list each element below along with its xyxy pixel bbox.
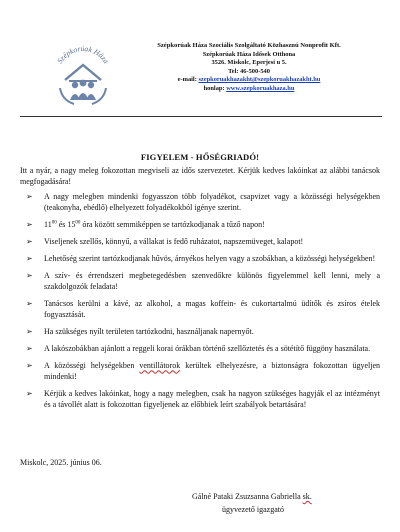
list-item: ➢ A nagy melegben mindenki fogyasszon több folyadékot, csapvizet vagy a közösségi helységekben (teakonyha, ebédlő) elhelyezett folyadékokból igénye szerint.: [26, 192, 380, 212]
arrow-bullet-icon: ➢: [26, 192, 33, 201]
letterhead-email-line: [118, 76, 380, 85]
signature-suffix: sk.: [302, 492, 312, 501]
letterhead-org: Szépkorúak Háza Szociális Szolgáltató Közhasznú Nonprofit Kft.: [157, 42, 341, 49]
arrow-bullet-icon: ➢: [26, 326, 33, 336]
signer-role: ügyvezető igazgató: [222, 505, 284, 514]
arrow-bullet-icon: ➢: [26, 236, 33, 246]
list-item: ➢ Lehetőség szerint tartózkodjanak hűvös, árnyékos helyen vagy a szobákban, a közösségi helységekben!: [26, 254, 376, 264]
arrow-bullet-icon: ➢: [26, 254, 33, 264]
organization-logo: [48, 36, 118, 108]
document-date: Miskolc, 2025. június 06.: [20, 458, 102, 467]
arrow-bullet-icon: ➢: [26, 271, 33, 281]
logo-arc-text: Szépkorúak Háza: [55, 43, 111, 66]
arrow-bullet-icon: ➢: [26, 361, 33, 371]
arrow-bullet-icon: ➢: [26, 219, 33, 229]
list-item: ➢ A szív- és érrendszeri megbetegedésben szenvedőkre különös figyelemmel kell lenni, mely a szakdolgozók feladata!: [26, 271, 380, 291]
web-link[interactable]: www.szepkoruakhaza.hu: [226, 84, 295, 92]
letterhead: [118, 42, 380, 94]
arrow-bullet-icon: ➢: [26, 299, 33, 309]
letterhead-address: 3526. Miskolc, Eperjesi u 5.: [211, 59, 287, 67]
list-item: ➢ Kérjük a kedves lakóinkat, hogy a nagy melegben, csak ha nagyon szükséges hagyják el az intézményt és a távollét alatt is fokozottan figyeljenek az előbbiek leírt szabályok betartására!: [26, 389, 380, 409]
web-label: honlap:: [203, 84, 225, 92]
list-item: ➢ A közösségi helységekben ventillátorok kerültek elhelyezésre, a biztonságra fokozottan ügyeljen mindenki!: [26, 361, 380, 381]
email-link[interactable]: szepkoruakhazakht@szepkoruakhazakht.hu: [198, 76, 321, 84]
notice-intro: Itt a nyár, a nagy meleg fokozottan megviseli az idős szervezetet. Kérjük kedves lakóinkat az alábbi tanácsok megfogadására!: [20, 166, 380, 186]
letterhead-phone: Tel: 46-500-540: [228, 67, 270, 75]
list-item: ➢ Tanácsos kerülni a kávé, az alkohol, a magas koffein- és cukortartalmú üdítők és zsíros ételek fogyasztását.: [26, 299, 380, 319]
list-item: ➢ A lakószobákban ajánlott a reggeli korai órákban történő szellőztetés és a sötétítő függöny használata.: [26, 344, 371, 354]
signature-name-line: [192, 490, 392, 503]
letterhead-home: Szépkorúak Háza Idősek Otthona: [202, 50, 296, 58]
list-item: ➢ $11^{00}$ és $15^{00}$ óra között semmiképpen se tartózkodjanak a tűző napon!: [26, 219, 265, 229]
signer-name: Gálné Pataki Zsuzsanna Gabriella: [192, 492, 301, 501]
arrow-bullet-icon: ➢: [26, 344, 33, 354]
tips-list: [26, 192, 380, 417]
letterhead-web-line: [118, 85, 380, 94]
header-divider: [20, 116, 382, 117]
list-item: ➢ Ha szükséges nyílt területen tartózkodni, használjanak napernyőt.: [26, 326, 254, 336]
arrow-bullet-icon: ➢: [26, 389, 33, 399]
email-label: e-mail:: [177, 76, 197, 84]
list-item: ➢ Viseljenek szellős, könnyű, a vállakat is fedő ruházatot, napszemüveget, kalapot!: [26, 236, 304, 246]
signature-block: [192, 490, 392, 516]
notice-title: FIGYELEM - HŐSÉGRIADÓ!: [140, 152, 260, 162]
people-in-house-icon: [60, 65, 106, 104]
